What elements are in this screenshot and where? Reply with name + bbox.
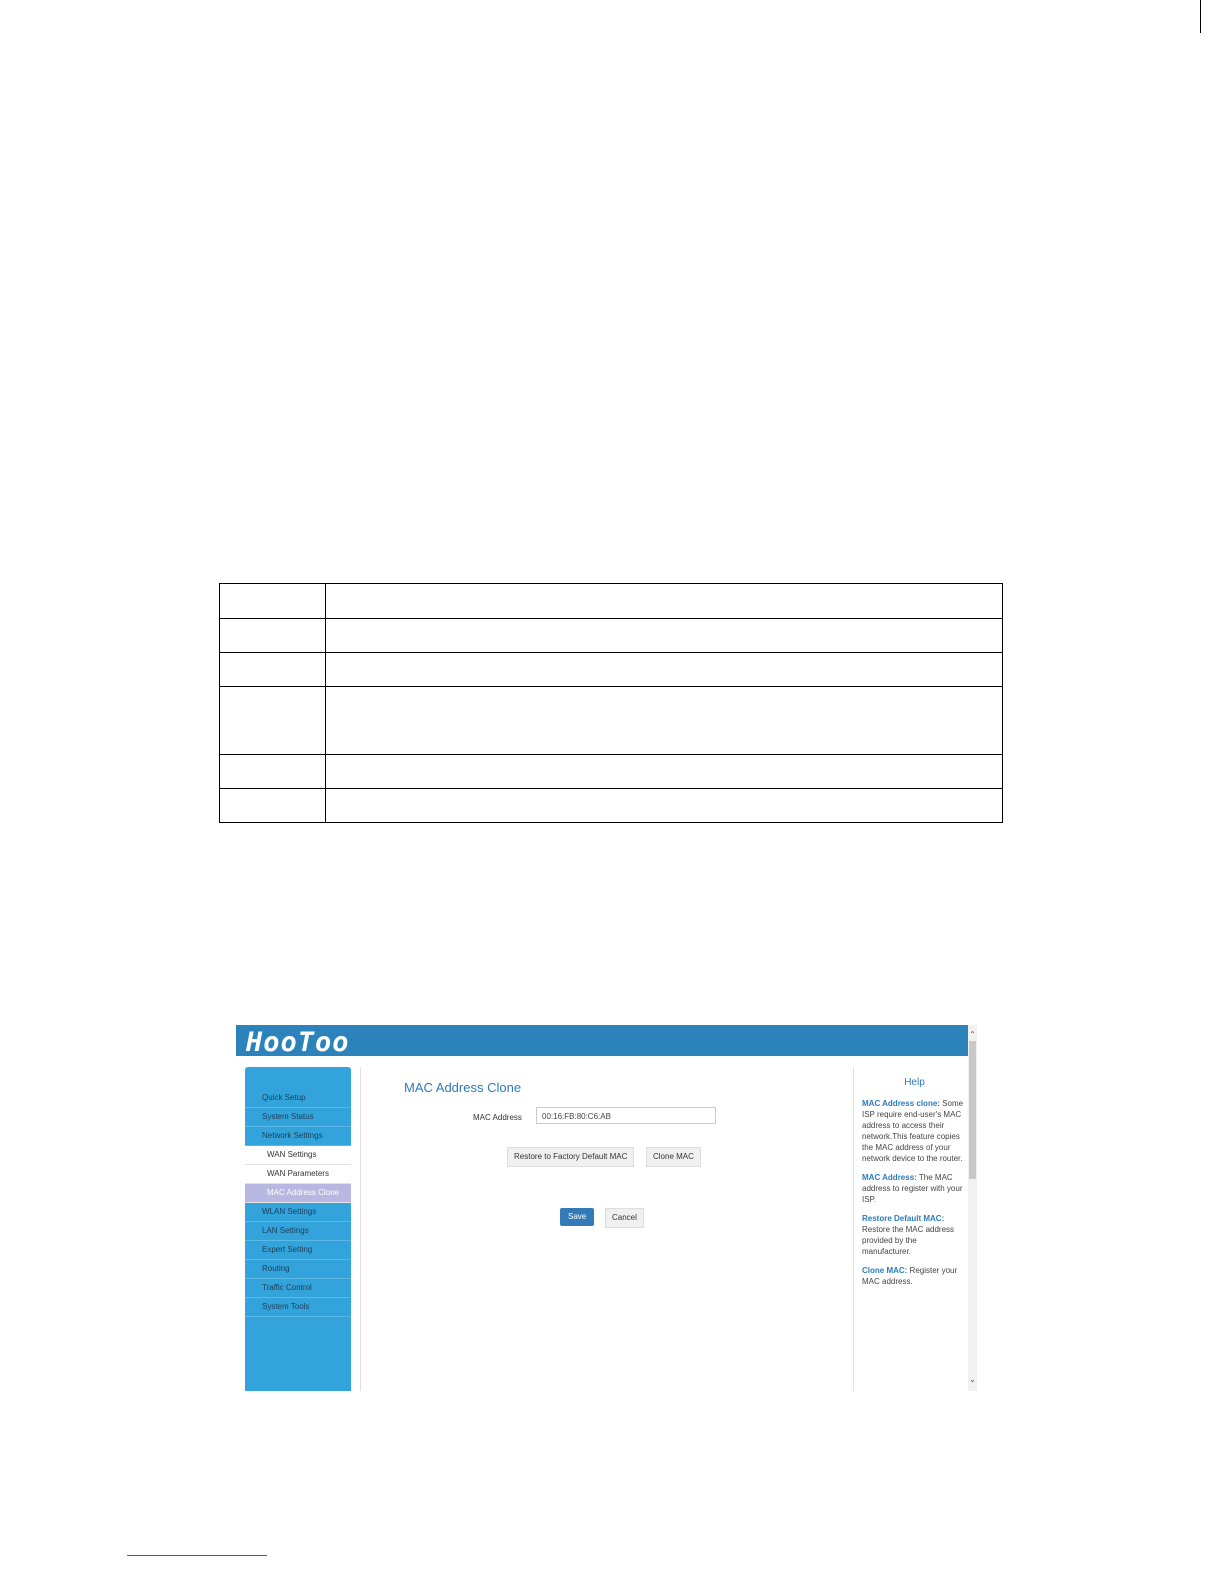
- router-ui-screenshot: [236, 1025, 977, 1391]
- table-row: [220, 755, 1003, 789]
- help-text: The MAC address to register with your ISP.: [862, 1173, 963, 1204]
- help-item: [862, 1098, 967, 1164]
- scroll-down-icon[interactable]: ⌄: [969, 1375, 976, 1384]
- table-cell: [326, 687, 1003, 755]
- sidebar: [245, 1067, 351, 1391]
- sidebar-item-mac-address-clone[interactable]: MAC Address Clone: [245, 1184, 351, 1203]
- help-term: MAC Address:: [862, 1173, 917, 1182]
- table-row: [220, 619, 1003, 653]
- vertical-scrollbar[interactable]: [968, 1025, 977, 1391]
- sidebar-item-expert-setting[interactable]: Expert Setting: [245, 1241, 351, 1260]
- sidebar-item-quick-setup[interactable]: Quick Setup: [245, 1089, 351, 1108]
- help-item: [862, 1172, 967, 1205]
- mac-address-input[interactable]: 00:16:FB:80:C6:AB: [536, 1107, 716, 1124]
- help-item: [862, 1213, 967, 1257]
- sidebar-item-wan-settings[interactable]: WAN Settings: [245, 1146, 351, 1165]
- scroll-up-icon[interactable]: ⌃: [969, 1030, 976, 1039]
- help-text: Restore the MAC address provided by the manufacturer.: [862, 1225, 955, 1256]
- cancel-button[interactable]: Cancel: [605, 1208, 644, 1228]
- table-cell: [220, 789, 326, 823]
- table-cell: [326, 789, 1003, 823]
- table-cell: [326, 755, 1003, 789]
- page-edge-rule: [1200, 0, 1201, 33]
- sidebar-item-lan-settings[interactable]: LAN Settings: [245, 1222, 351, 1241]
- empty-table: [219, 583, 1003, 823]
- sidebar-item-system-tools[interactable]: System Tools: [245, 1298, 351, 1317]
- sidebar-item-wlan-settings[interactable]: WLAN Settings: [245, 1203, 351, 1222]
- restore-default-mac-button[interactable]: Restore to Factory Default MAC: [507, 1147, 634, 1167]
- help-panel: [862, 1077, 967, 1295]
- table-cell: [326, 619, 1003, 653]
- sidebar-item-routing[interactable]: Routing: [245, 1260, 351, 1279]
- page-title: MAC Address Clone: [404, 1080, 522, 1095]
- help-term: Restore Default MAC:: [862, 1214, 945, 1223]
- table-cell: [220, 687, 326, 755]
- sidebar-item-network-settings[interactable]: Network Settings: [245, 1127, 351, 1146]
- help-item: [862, 1265, 967, 1287]
- table-cell: [326, 653, 1003, 687]
- help-text: Some ISP require end-user's MAC address to access their network.This feature copies the MAC address of your network device to the router.: [862, 1099, 964, 1163]
- clone-mac-button[interactable]: Clone MAC: [646, 1147, 701, 1167]
- main-panel: [360, 1067, 854, 1391]
- help-term: Clone MAC:: [862, 1266, 908, 1275]
- scroll-thumb[interactable]: [969, 1041, 976, 1179]
- mac-address-label: MAC Address: [473, 1113, 522, 1122]
- table-cell: [220, 653, 326, 687]
- help-text: Register your MAC address.: [862, 1266, 958, 1286]
- help-term: MAC Address clone:: [862, 1099, 940, 1108]
- sidebar-item-traffic-control[interactable]: Traffic Control: [245, 1279, 351, 1298]
- sidebar-menu: [245, 1089, 351, 1317]
- help-title: Help: [904, 1077, 925, 1088]
- save-button[interactable]: Save: [560, 1208, 594, 1226]
- sidebar-item-wan-parameters[interactable]: WAN Parameters: [245, 1165, 351, 1184]
- sidebar-item-system-status[interactable]: System Status: [245, 1108, 351, 1127]
- table-cell: [326, 584, 1003, 619]
- table-row: [220, 653, 1003, 687]
- footer-link-underline[interactable]: [127, 1555, 267, 1556]
- table-row: [220, 789, 1003, 823]
- table-cell: [220, 755, 326, 789]
- header-bar: [236, 1025, 977, 1056]
- table-row: [220, 584, 1003, 619]
- table-row: [220, 687, 1003, 755]
- hootoo-logo[interactable]: HooToo: [246, 1027, 350, 1058]
- table-cell: [220, 619, 326, 653]
- table-cell: [220, 584, 326, 619]
